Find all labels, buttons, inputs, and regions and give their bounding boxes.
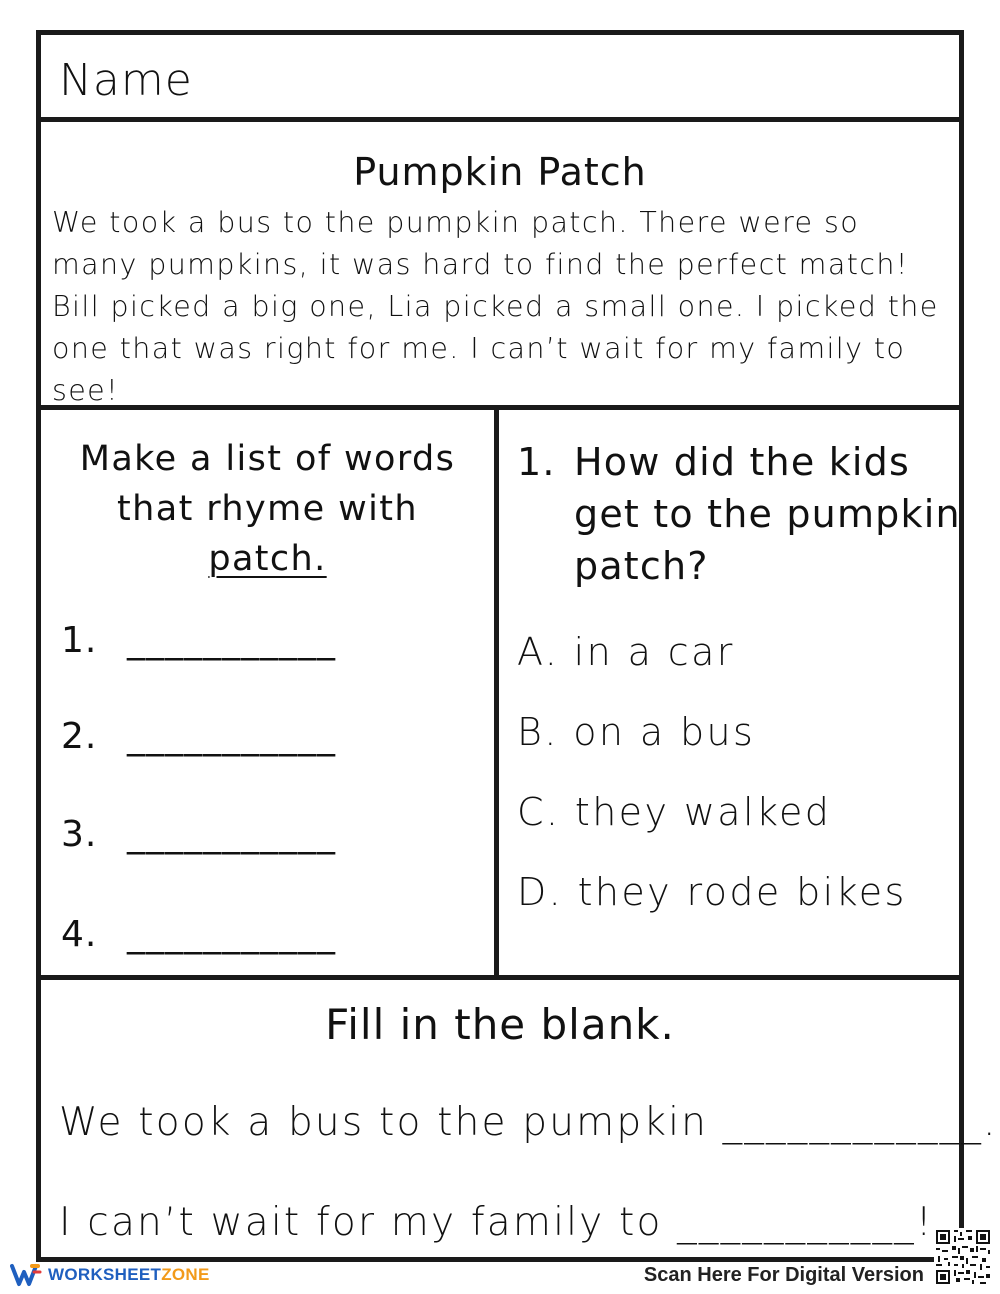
qr-code-icon[interactable] (934, 1228, 992, 1286)
answer-option-d[interactable]: D. they rode bikes (517, 870, 907, 914)
scan-instruction: Scan Here For Digital Version (643, 1264, 924, 1286)
rhyme-heading (41, 434, 494, 584)
brand-name-part1: WORKSHEET (48, 1265, 162, 1284)
story-line: We took a bus to the pumpkin patch. There were so (52, 206, 860, 239)
answer-option-b[interactable]: B. on a bus (517, 710, 756, 754)
rhyme-target-word: patch. (208, 539, 327, 579)
rhyme-number: 4. (61, 914, 98, 955)
rhyme-number: 2. (61, 716, 98, 757)
rhyme-heading-line: Make a list of words (79, 439, 456, 479)
story-text (52, 202, 948, 412)
rhyme-answer-1[interactable] (61, 620, 336, 661)
answer-option-c[interactable]: C. they walked (517, 790, 832, 834)
question-number: 1. (517, 440, 556, 484)
story-title: Pumpkin Patch (353, 150, 647, 194)
brand-name-part2: ZONE (161, 1265, 210, 1284)
fill-sentence-1[interactable]: We took a bus to the pumpkin ____________. (59, 1100, 998, 1145)
rhyme-blank[interactable]: ___________ (127, 814, 336, 855)
rhyme-number: 1. (61, 620, 98, 661)
question-line: How did the kids (574, 440, 910, 484)
worksheet-zone-logo-icon (10, 1262, 44, 1288)
question-line: get to the pumpkin (574, 492, 961, 536)
question-panel (504, 410, 959, 975)
rhyme-blank[interactable]: ___________ (127, 914, 336, 955)
rhyme-answer-2[interactable] (61, 716, 336, 757)
story-line: many pumpkins, it was hard to find the perfect match! (52, 248, 909, 281)
fill-in-section (41, 975, 998, 1262)
brand-name (48, 1265, 210, 1285)
question-line: patch? (574, 544, 709, 588)
rhyme-heading-line: that rhyme with (117, 489, 418, 529)
worksheet (36, 30, 998, 1262)
name-row (41, 35, 959, 122)
rhyme-blank[interactable]: ___________ (127, 716, 336, 757)
story-line: Bill picked a big one, Lia picked a small one. I picked the (52, 290, 939, 323)
story-line: see! (52, 374, 119, 407)
rhyme-answer-4[interactable] (61, 914, 336, 955)
fill-sentence-2[interactable]: I can’t wait for my family to ___________! (59, 1200, 934, 1245)
rhyme-number: 3. (61, 814, 98, 855)
rhyme-blank[interactable]: ___________ (127, 620, 336, 661)
rhyme-panel (41, 410, 499, 975)
fill-heading: Fill in the blank. (325, 1000, 675, 1049)
story-line: one that was right for me. I can’t wait for my family to (52, 332, 906, 365)
rhyme-answer-3[interactable] (61, 814, 336, 855)
question-text (574, 436, 974, 592)
story-section (41, 122, 959, 410)
answer-option-a[interactable]: A. in a car (517, 630, 735, 674)
name-label: Name (59, 55, 193, 106)
brand-logo (10, 1262, 210, 1288)
